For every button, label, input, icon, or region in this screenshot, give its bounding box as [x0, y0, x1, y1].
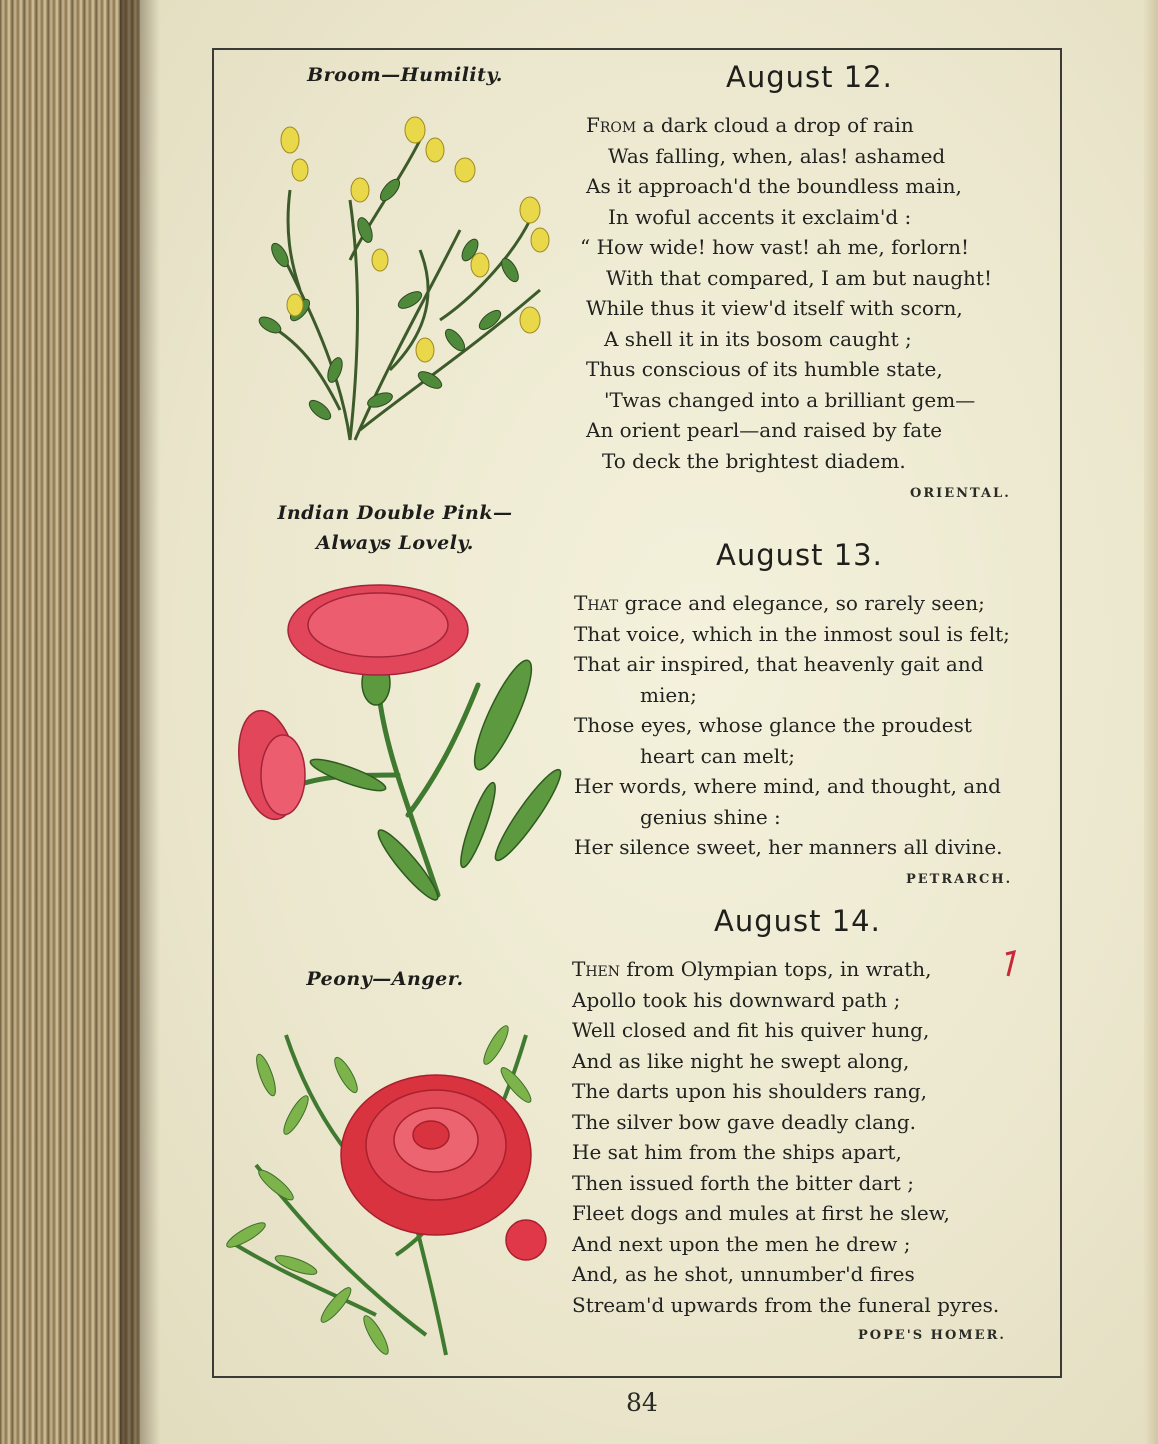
- poem-line: Then issued forth the bitter dart ;: [572, 1170, 914, 1195]
- poem-line-text: a dark cloud a drop of rain: [636, 113, 914, 137]
- poem-line: And, as he shot, unnumber'd fires: [572, 1262, 915, 1286]
- poem-line-text: from Olympian tops, in wrath,: [620, 957, 932, 981]
- poem-line: While thus it view'd itself with scorn,: [586, 296, 963, 320]
- poem-line: heart can melt;: [640, 743, 795, 768]
- page-number: 84: [626, 1388, 658, 1417]
- poem-line: In woful accents it exclaim'd :: [608, 204, 912, 229]
- first-word: From: [586, 113, 637, 137]
- broom-plant-illustration: [240, 110, 570, 450]
- poem-line: A shell it in its bosom caught ;: [604, 326, 912, 351]
- first-word: Then: [572, 957, 621, 981]
- poem-line: To deck the brightest diadem.: [602, 448, 906, 473]
- poem-line: The silver bow gave deadly clang.: [572, 1109, 917, 1134]
- facing-page-edge: [1144, 0, 1158, 1444]
- plate-title-peony: Peony—Anger.: [306, 968, 464, 990]
- entry-date-aug14: August 14.: [714, 904, 881, 938]
- poem-line: Her words, where mind, and thought, and: [574, 774, 1001, 798]
- poem-line-text: grace and elegance, so rarely seen;: [618, 591, 985, 615]
- poem-line: Was falling, when, alas! ashamed: [608, 143, 946, 168]
- plate-title-pink-line1: Indian Double Pink—: [277, 502, 513, 524]
- first-word: That: [574, 591, 619, 615]
- poem-line: Thus conscious of its humble state,: [586, 357, 943, 381]
- poem-line: 'Twas changed into a brilliant gem—: [604, 387, 976, 412]
- attribution-aug14: POPE'S HOMER.: [858, 1328, 1006, 1343]
- poem-line: [572, 954, 999, 985]
- poem-line: And as like night he swept along,: [572, 1048, 910, 1073]
- poem-line: genius shine :: [640, 804, 781, 829]
- attribution-aug13: PETRARCH.: [906, 872, 1013, 887]
- poem-line: “ How wide! how vast! ah me, forlorn!: [580, 235, 970, 259]
- poem-line: Those eyes, whose glance the proudest: [574, 713, 972, 737]
- poem-line: mien;: [640, 682, 697, 707]
- red-pencil-mark: [1000, 950, 1020, 980]
- entry-date-aug13: August 13.: [716, 538, 883, 572]
- poem-line: [586, 110, 992, 141]
- poem-line: The darts upon his shoulders rang,: [572, 1079, 928, 1103]
- poem-line: That air inspired, that heavenly gait and: [574, 652, 984, 676]
- poem-line: That voice, which in the inmost soul is felt;: [574, 621, 1010, 646]
- poem-aug14: [572, 954, 999, 1320]
- poem-line: [574, 588, 1010, 619]
- poem-aug12: [580, 110, 992, 476]
- gutter-shadow: [120, 0, 160, 1444]
- peony-illustration: [226, 1015, 546, 1355]
- entry-date-aug12: August 12.: [726, 60, 893, 94]
- pink-carnation-illustration: [238, 575, 558, 905]
- poem-line: He sat him from the ships apart,: [572, 1140, 902, 1164]
- poem-aug13: [574, 588, 1010, 863]
- poem-line: Fleet dogs and mules at first he slew,: [572, 1201, 950, 1225]
- poem-line: Apollo took his downward path ;: [572, 987, 901, 1012]
- plate-title-pink-line2: Always Lovely.: [316, 532, 474, 554]
- poem-line: Stream'd upwards from the funeral pyres.: [572, 1292, 1000, 1317]
- poem-line: As it approach'd the boundless main,: [586, 174, 962, 198]
- plate-title-broom: Broom—Humility.: [307, 64, 503, 86]
- poem-line: With that compared, I am but naught!: [606, 265, 992, 290]
- poem-line: Well closed and fit his quiver hung,: [572, 1018, 930, 1042]
- poem-line: And next upon the men he drew ;: [572, 1231, 911, 1256]
- poem-line: An orient pearl—and raised by fate: [586, 418, 943, 442]
- attribution-aug12: ORIENTAL.: [910, 486, 1011, 501]
- poem-line: Her silence sweet, her manners all divine.: [574, 835, 1003, 859]
